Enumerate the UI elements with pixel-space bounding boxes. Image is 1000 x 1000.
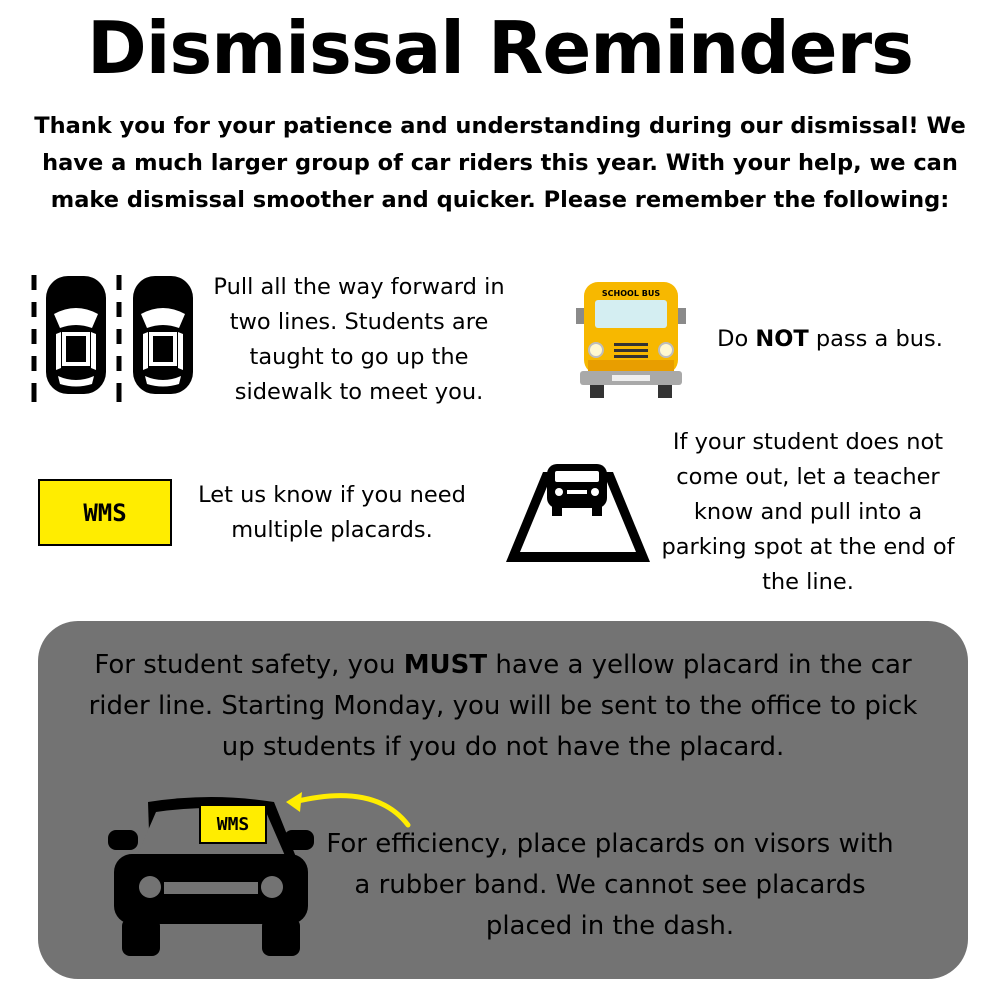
bus-tip-text <box>690 322 970 357</box>
placards-text: Let us know if you need multiple placards. <box>198 482 466 543</box>
wms-placard-label: WMS <box>83 498 127 527</box>
page-title: Dismissal Reminders <box>86 6 913 90</box>
safety-prefix: For student safety, you <box>94 650 404 680</box>
efficiency-text: For efficiency, place placards on visors with a rubber band. We cannot see placards placed in the dash. <box>326 829 894 941</box>
safety-text <box>70 645 936 768</box>
safety-suffix: have a yellow placard in the car rider line. Starting Monday, you will be sent to the office to pick up students if you do not have the placard. <box>88 650 918 762</box>
intro-text: Thank you for your patience and understanding during our dismissal! We have a much larger group of car riders this year. With your help, we can make dismissal smoother and quicker. Please remember the following: <box>34 113 966 213</box>
bus-tip-emphasis: NOT <box>755 326 809 352</box>
bus-tip-suffix: pass a bus. <box>808 326 943 352</box>
school-bus-icon <box>576 280 686 400</box>
parking-text: If your student does not come out, let a teacher know and pull into a parking spot at the end of the line. <box>661 429 955 595</box>
parking-spot-icon <box>503 462 653 564</box>
visor-placard <box>199 804 267 844</box>
bus-sign-text: SCHOOL BUS <box>601 289 661 298</box>
safety-emphasis: MUST <box>403 650 488 680</box>
pull-forward-text: Pull all the way forward in two lines. Students are taught to go up the sidewalk to meet you. <box>213 274 505 405</box>
bus-tip-prefix: Do <box>717 326 756 352</box>
visor-placard-label: WMS <box>216 813 250 835</box>
two-lane-cars-icon <box>28 272 198 407</box>
wms-placard <box>38 479 172 546</box>
